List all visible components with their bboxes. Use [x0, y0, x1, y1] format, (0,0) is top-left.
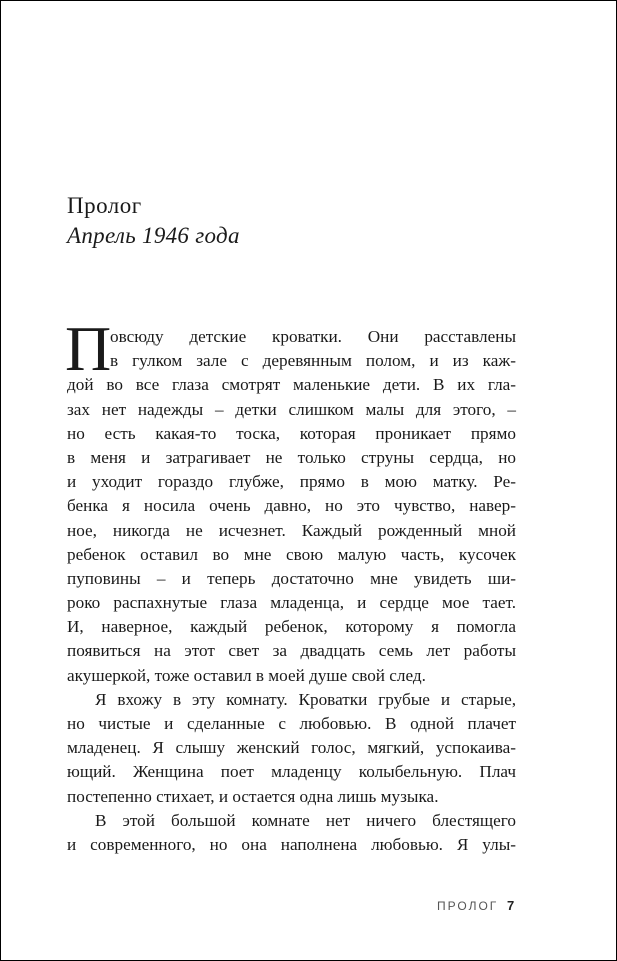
text-line: и уходит гораздо глубже, прямо в мою матку. Ре- [67, 472, 516, 492]
text-line: но чистые и сделанные с любовью. В одной плачет [67, 714, 516, 733]
text-line: в меня и затрагивает не только струны сердца, но [67, 447, 516, 467]
text-line: ребенок оставил во мне свою малую часть, кусочек [67, 544, 516, 564]
running-head: ПРОЛОГ [437, 899, 499, 913]
text-line: бенка я носила очень давно, но это чувство, навер- [67, 496, 516, 516]
text-line: зах нет надежды – детки слишком малы для этого, – [67, 399, 516, 419]
text-line: но есть какая-то тоска, которая проникает прямо [67, 423, 516, 443]
text-line: роко распахнутые глаза младенца, и сердце мое тает. [67, 593, 516, 613]
chapter-title: Пролог [67, 193, 142, 218]
text-line: Я вхожу в эту комнату. Кроватки грубые и старые, [95, 689, 516, 709]
page-number: 7 [507, 898, 515, 913]
text-line: ное, никогда не исчезнет. Каждый рожденный мной [67, 520, 516, 540]
text-line: постепенно стихает, и остается одна лишь музыка. [67, 786, 439, 806]
body-text [65, 313, 516, 857]
text-line: в гулком зале с деревянным полом, и из каж- [110, 351, 516, 371]
text-line: овсюду детские кроватки. Они расставлены [110, 327, 516, 346]
text-line: В этой большой комнате нет ничего блестящего [95, 810, 516, 830]
text-line: ющий. Женщина поет младенцу колыбельную. Плач [67, 762, 516, 782]
drop-cap: П [65, 313, 112, 384]
chapter-subtitle: Апрель 1946 года [67, 223, 240, 248]
text-line: появиться на этот свет за двадцать семь лет работы [67, 641, 516, 661]
text-line: и современного, но она наполнена любовью. Я улы- [67, 834, 516, 854]
text-line: дой во все глаза смотрят маленькие дети. В их гла- [67, 375, 516, 395]
text-line: акушеркой, тоже оставил в моей душе свой след. [67, 665, 426, 685]
text-line: И, наверное, каждый ребенок, которому я помогла [67, 617, 516, 637]
text-line: младенец. Я слышу женский голос, мягкий, успокаива- [67, 738, 516, 758]
text-line: пуповины – и теперь достаточно мне увидеть ши- [67, 568, 516, 588]
